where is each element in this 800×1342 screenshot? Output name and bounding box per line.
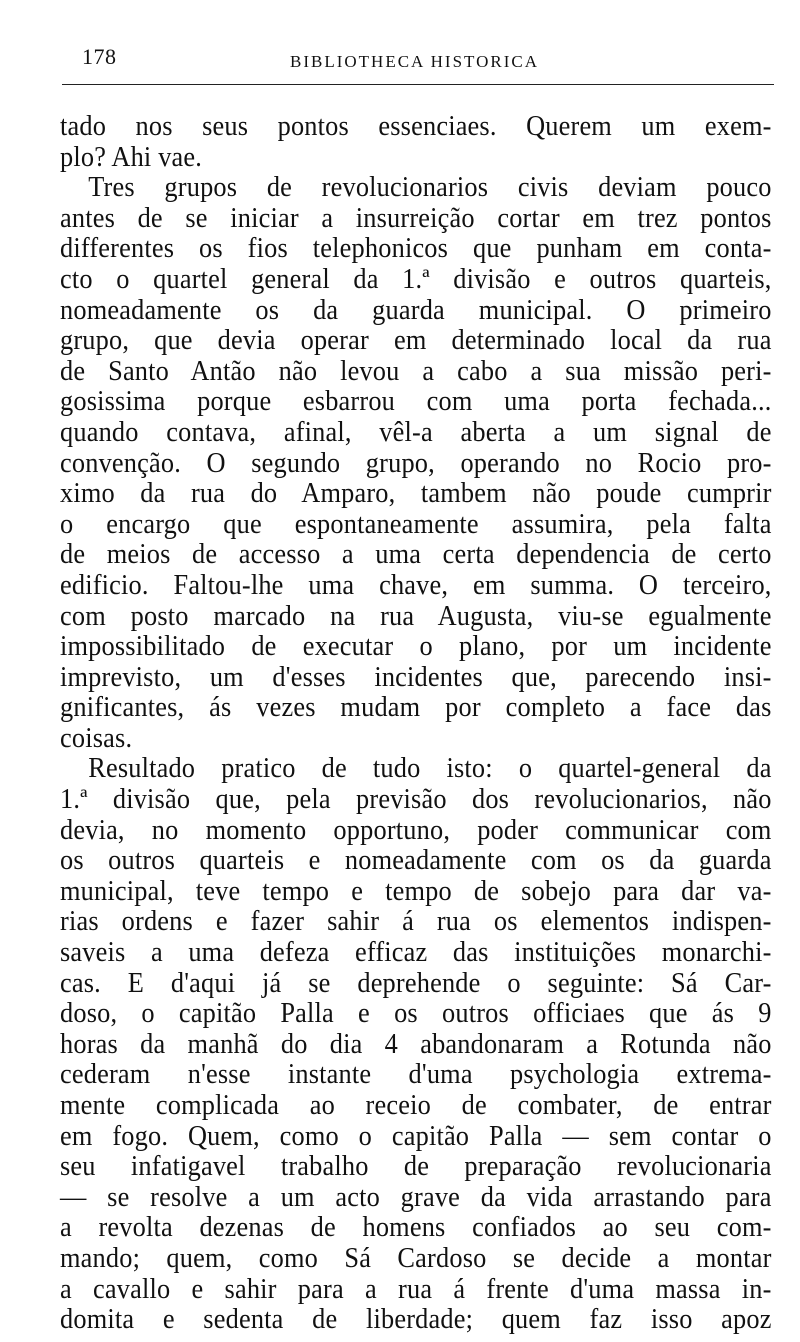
text-line: os outros quarteis e nomeadamente com os da guarda (60, 845, 772, 877)
body-text (60, 112, 772, 1336)
text-line: de meios de accesso a uma certa dependencia de certo (60, 539, 772, 571)
running-head (62, 40, 772, 80)
text-line: cederam n'esse instante d'uma psychologia extrema- (60, 1059, 772, 1091)
text-line: quando contava, afinal, vêl-a aberta a um signal de (60, 416, 772, 448)
text-line: impossibilitado de executar o plano, por um incidente (60, 631, 772, 663)
text-line: cas. E d'aqui já se deprehende o seguinte: Sá Car- (60, 967, 772, 999)
text-line: tado nos seus pontos essenciaes. Querem um exem- (60, 111, 772, 142)
text-line: antes de se iniciar a insurreição cortar em trez pontos (60, 202, 772, 234)
header-rule (62, 84, 774, 85)
text-line: com posto marcado na rua Augusta, viu-se egualmente (60, 600, 772, 632)
text-line: — se resolve a um acto grave da vida arrastando para (60, 1181, 772, 1213)
paragraph-start-line: Tres grupos de revolucionarios civis deviam pouco (88, 172, 772, 204)
text-line: a revolta dezenas de homens confiados ao seu com- (60, 1212, 772, 1244)
text-line: a cavallo e sahir para a rua á frente d'uma massa in- (60, 1273, 772, 1305)
text-line: nomeadamente os da guarda municipal. O primeiro (60, 294, 772, 326)
text-line: plo? Ahi vae. (60, 141, 203, 173)
text-line: cto o quartel general da 1.ª divisão e outros quarteis, (60, 263, 772, 295)
paragraph-start-line: Resultado pratico de tudo isto: o quartel-general da (88, 753, 772, 785)
text-line: domita e sedenta de liberdade; quem faz isso apoz (60, 1304, 772, 1336)
text-line: de Santo Antão não levou a cabo a sua missão peri- (60, 355, 772, 387)
text-line: mando; quem, como Sá Cardoso se decide a montar (60, 1242, 772, 1274)
running-title: BIBLIOTHECA HISTORICA (290, 52, 539, 71)
text-line: municipal, teve tempo e tempo de sobejo para dar va- (60, 875, 772, 907)
text-line: ximo da rua do Amparo, tambem não poude cumprir (60, 478, 772, 510)
text-line: gosissima porque esbarrou com uma porta fechada... (60, 386, 772, 418)
text-line: doso, o capitão Palla e os outros officiaes que ás 9 (60, 998, 772, 1030)
text-line: seu infatigavel trabalho de preparação revolucionaria (60, 1151, 772, 1183)
text-line: gnificantes, ás vezes mudam por completo a face das (60, 692, 772, 724)
page-number: 178 (82, 44, 117, 69)
text-line: convenção. O segundo grupo, operando no Rocio pro- (60, 447, 772, 479)
text-line: coisas. (60, 722, 133, 754)
text-line: o encargo que espontaneamente assumira, pela falta (60, 508, 772, 540)
text-line: saveis a uma defeza efficaz das instituições monarchi- (60, 937, 772, 969)
text-line: edificio. Faltou-lhe uma chave, em summa. O terceiro, (60, 569, 772, 601)
text-line: 1.ª divisão que, pela previsão dos revolucionarios, não (60, 784, 772, 816)
text-line: mente complicada ao receio de combater, de entrar (60, 1090, 772, 1121)
text-line: differentes os fios telephonicos que punham em conta- (60, 233, 772, 265)
text-line: devia, no momento opportuno, poder communicar com (60, 814, 772, 846)
text-line: imprevisto, um d'esses incidentes que, parecendo insi- (60, 661, 772, 693)
text-line: rias ordens e fazer sahir á rua os elementos indispen- (60, 906, 772, 938)
text-line: grupo, que devia operar em determinado local da rua (60, 325, 772, 357)
text-line: horas da manhã do dia 4 abandonaram a Rotunda não (60, 1028, 772, 1060)
text-line: em fogo. Quem, como o capitão Palla — sem contar o (60, 1120, 772, 1152)
